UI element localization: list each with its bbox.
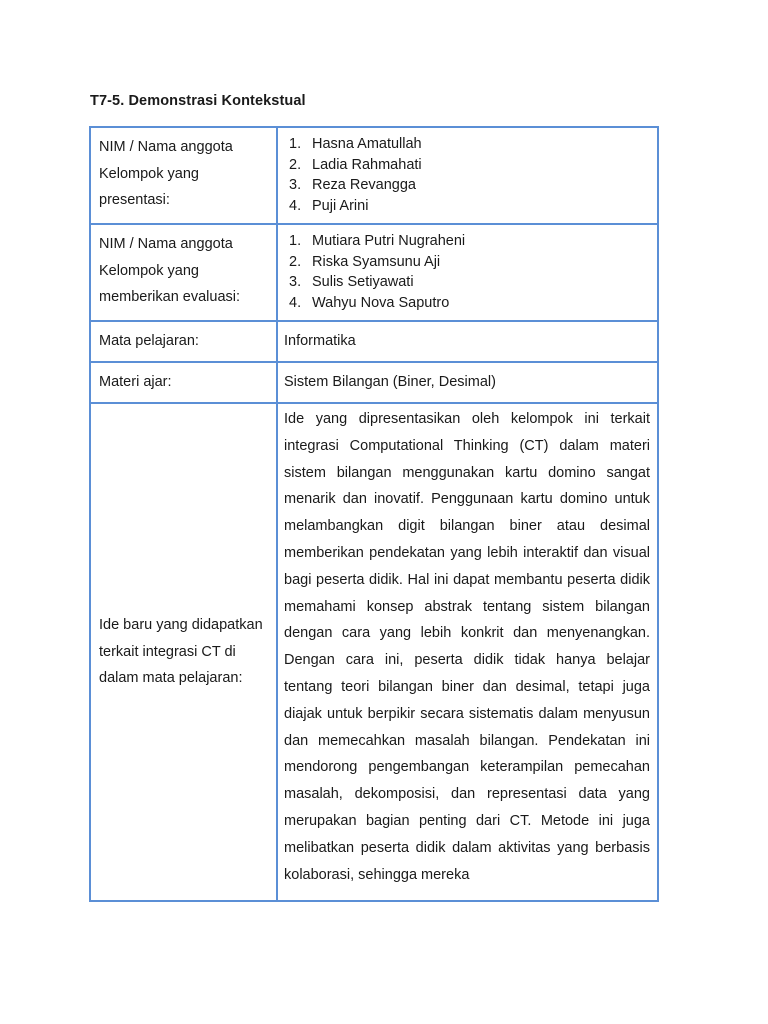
- presenters-value-cell: [277, 127, 658, 224]
- list-item: 4. Puji Arini: [289, 197, 369, 214]
- subject-value-cell: [277, 321, 658, 362]
- subject-label-cell: [90, 321, 277, 362]
- table-row-subject: [90, 321, 658, 362]
- ideas-label-cell: [90, 403, 277, 901]
- list-item: 4. Wahyu Nova Saputro: [289, 294, 450, 311]
- subject-value: Informatika: [284, 333, 356, 349]
- evaluators-label: NIM / Nama anggota Kelompok yang memberikan evaluasi:: [99, 236, 241, 305]
- list-item: 2. Riska Syamsunu Aji: [289, 253, 441, 270]
- ideas-paragraph: Ide yang dipresentasikan oleh kelompok ini terkait integrasi Computational Thinking (CT) dalam materi sistem bilangan menggunakan kartu domino sangat menarik dan inovatif. Penggunaan kartu domino untuk melambangkan digit bilangan biner atau desimal memberikan pendekatan yang lebih interaktif dan visual bagi peserta didik. Hal ini dapat membantu peserta didik memahami konsep abstrak tentang sistem bilangan dengan cara yang lebih konkrit dan menyenangkan. Dengan cara ini, peserta didik tidak hanya belajar tentang teori bilangan biner dan desimal, tetapi juga diajak untuk berpikir secara sistematis dalam menyusun dan memecahkan masalah bilangan. Pendekatan ini mendorong pengembangan keterampilan pemecahan masalah, dekomposisi, dan representasi data yang merupakan bagian penting dari CT. Metode ini juga melibatkan peserta didik dalam aktivitas yang berbasis kolaborasi, sehingga mereka: [284, 411, 650, 883]
- list-item: 1. Mutiara Putri Nugraheni: [289, 233, 466, 249]
- presenters-label: NIM / Nama anggota Kelompok yang presentasi:: [99, 139, 233, 208]
- ideas-label: Ide baru yang didapatkan terkait integrasi CT di dalam mata pelajaran:: [99, 617, 263, 687]
- material-value: Sistem Bilangan (Biner, Desimal): [284, 374, 496, 390]
- material-value-cell: [277, 362, 658, 403]
- evaluators-value-cell: [277, 224, 658, 321]
- evaluators-label-cell: [90, 224, 277, 321]
- table-row-evaluators: [90, 224, 658, 321]
- presenters-label-cell: [90, 127, 277, 224]
- list-item: 1. Hasna Amatullah: [289, 136, 422, 152]
- table-row-material: [90, 362, 658, 403]
- page-title: T7-5. Demonstrasi Kontekstual: [90, 93, 306, 109]
- ideas-value-cell: [277, 403, 658, 901]
- table-row-ideas: [90, 403, 658, 901]
- list-item: 3. Sulis Setiyawati: [289, 274, 414, 290]
- evaluation-table: [89, 126, 659, 902]
- evaluators-list: [278, 225, 657, 313]
- list-item: 3. Reza Revangga: [289, 177, 416, 193]
- material-label: Materi ajar:: [99, 374, 172, 390]
- presenters-list: [278, 128, 657, 216]
- subject-label: Mata pelajaran:: [99, 333, 199, 349]
- list-item: 2. Ladia Rahmahati: [289, 156, 422, 173]
- table-row-presenters: [90, 127, 658, 224]
- material-label-cell: [90, 362, 277, 403]
